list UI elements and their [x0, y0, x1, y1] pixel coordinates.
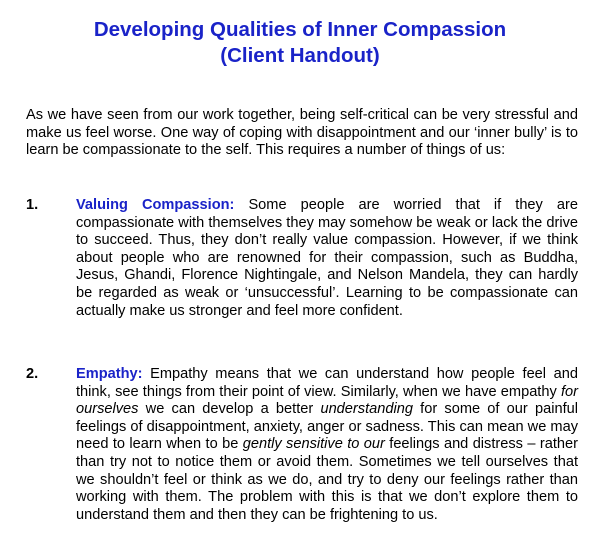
emphasis-text: for ourselves [76, 383, 578, 418]
item-body [76, 366, 578, 524]
item-text: Some people are worried that if they are compassionate with themselves they may somehow be weak or lack the drive to succeed. Thus, they don’t really value compassion. However, if we think about people who are renowned for their compassion, such as Buddha, Jesus, Ghandi, Florence Nightingale, and Nelson Mandela, they can hardly be regarded as weak or ‘unsuccessful’. Learning to be compassionate can actually make us stronger and feel more confident. [76, 197, 578, 319]
emphasis-text: gently sensitive to our [242, 436, 385, 453]
item-number: 2. [26, 366, 39, 382]
item-text: we can develop a better [138, 401, 321, 418]
item-heading: Valuing Compassion: [76, 197, 235, 213]
intro-paragraph: As we have seen from our work together, being self-critical can be very stressful and make us feel worse. One way of coping with disappointment and our ‘inner bully’ is to learn be compassionate to the self. This requires a number of things of us: [26, 107, 578, 159]
item-number: 1. [26, 197, 39, 213]
document-subtitle: (Client Handout) [220, 44, 380, 67]
item-text: Empathy means that we can understand how people feel and think, see things from their point of view. Similarly, when we have empathy [76, 366, 578, 400]
emphasis-text: understanding [320, 401, 413, 418]
item-text: for some of our painful feelings of disappointment, anxiety, anger or sadness. This can mean we may need to learn when to be [76, 401, 578, 453]
item-body [76, 197, 578, 320]
document-title: Developing Qualities of Inner Compassion [93, 18, 507, 41]
item-heading: Empathy: [76, 366, 143, 382]
item-text: feelings and distress – rather than try not to notice them or avoid them. Sometimes we tell ourselves that we shouldn’t feel or think as we do, and try to deny our feelings rather than working with them. The problem with this is that we don’t explore them to understand them and then they can be frightening to us. [76, 436, 578, 523]
